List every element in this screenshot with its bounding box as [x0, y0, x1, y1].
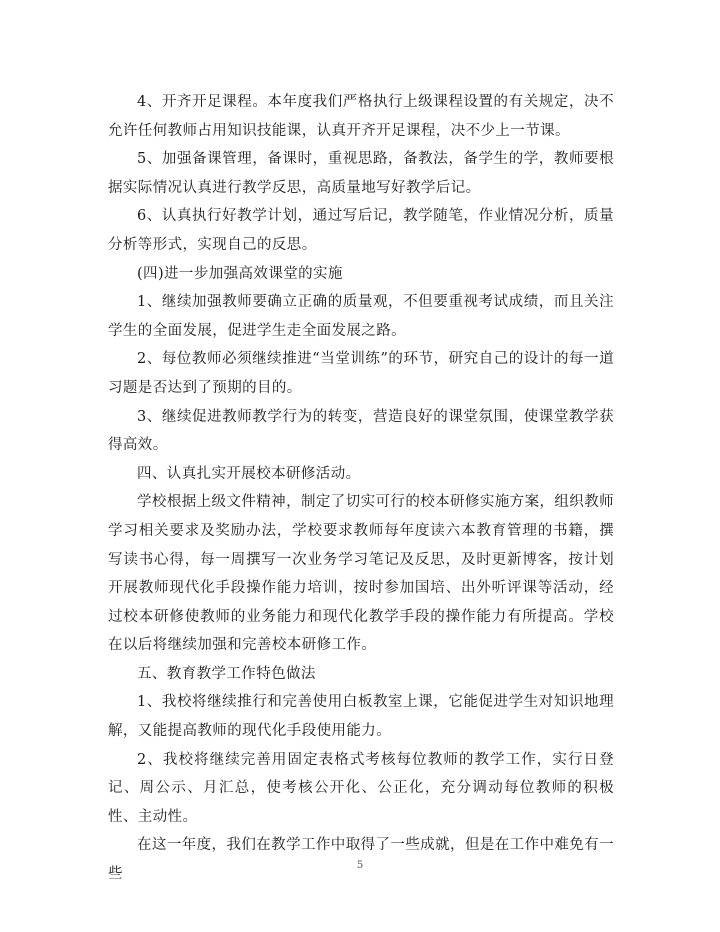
section-heading-school-research: 四、认真扎实开展校本研修活动。 [137, 465, 361, 482]
section-heading-efficient-classroom: (四)进一步加强高效课堂的实施 [137, 265, 343, 282]
page-number: 5 [356, 860, 364, 871]
paragraph-quality-view: 1、继续加强教师要确立正确的质量观，不但要重视考试成绩，而且关注学生的全面发展，促进学生走全面发展之路。 [108, 294, 614, 339]
paragraph-school-research-plan: 学校根据上级文件精神，制定了切实可行的校本研修实施方案，组织教师学习相关要求及奖励办法，学校要求教师每年度读六本教育管理的书籍，撰写读书心得，每一周撰写一次业务学习笔记及反思，及时更新博客，按计划开展教师现代化手段操作能力培训，按时参加国培、出外听评课等活动，经过校本研修使教师的业务能力和现代化教学手段的操作能力有所提高。学校在以后将继续加强和完善校本研修工作。 [108, 494, 614, 654]
paragraph-assessment-table: 2、我校将继续完善用固定表格式考核每位教师的教学工作，实行日登记、周公示、月汇总，使考核公开化、公正化，充分调动每位教师的积极性、主动性。 [108, 751, 614, 825]
paragraph-item-4: 4、开齐开足课程。本年度我们严格执行上级课程设置的有关规定，决不允许任何教师占用知识技能课，认真开齐开足课程，决不少上一节课。 [108, 94, 614, 139]
paragraph-year-summary: 在这一年度，我们在教学工作中取得了一些成就，但是在工作中难免有一些 [108, 837, 614, 883]
paragraph-teaching-behavior: 3、继续促进教师教学行为的转变，营造良好的课堂氛围，使课堂教学获得高效。 [108, 408, 614, 454]
paragraph-whiteboard: 1、我校将继续推行和完善使用白板教室上课，它能促进学生对知识地理解，又能提高教师的现代化手段使用能力。 [108, 694, 614, 740]
paragraph-item-5: 5、加强备课管理，备课时，重视思路，备教法，备学生的学，教师要根据实际情况认真进行教学反思，高质量地写好教学后记。 [108, 151, 614, 196]
paragraph-item-6: 6、认真执行好教学计划，通过写后记，教学随笔，作业情况分析，质量分析等形式，实现自己的反思。 [108, 208, 614, 253]
paragraph-classroom-training: 2、每位教师必须继续推进“当堂训练”的环节，研究自己的设计的每一道习题是否达到了预期的目的。 [108, 351, 614, 396]
document-body [108, 88, 614, 889]
section-heading-special-practices: 五、教育教学工作特色做法 [137, 665, 316, 682]
